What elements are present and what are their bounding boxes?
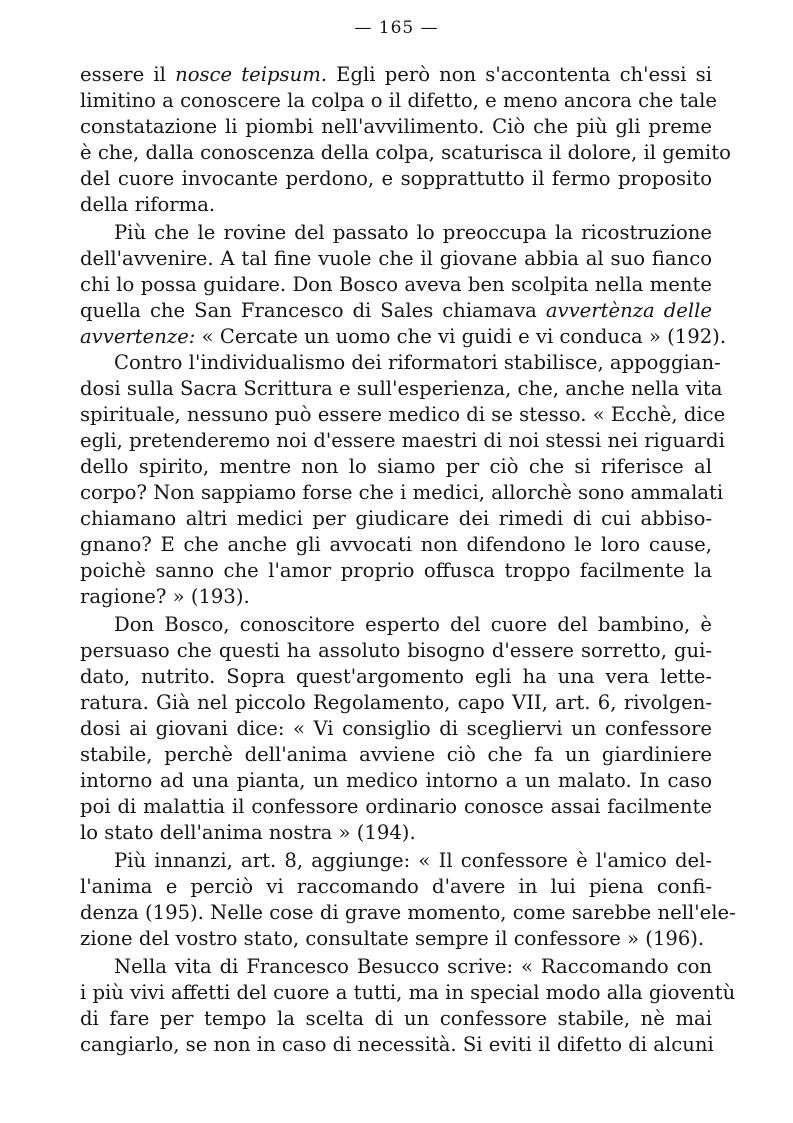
- text-line: spirituale, nessuno può essere medico di se stesso. « Ecchè, dice: [80, 403, 726, 426]
- text-line: stabile, perchè dell'anima avviene ciò che fa un giardiniere: [80, 743, 712, 766]
- italic-phrase: avvertenze:: [80, 325, 196, 348]
- text-line: dato, nutrito. Sopra quest'argomento egli ha una vera lette-: [80, 665, 712, 688]
- text-line: dosi ai giovani dice: « Vi consiglio di scegliervi un confessore: [80, 717, 712, 740]
- text-line: dell'avvenire. A tal fine vuole che il giovane abbia al suo fianco: [80, 247, 712, 270]
- text-line: avvertenze: « Cercate un uomo che vi guidi e vi conduca » (192).: [80, 325, 727, 348]
- text-line: persuaso che questi ha assoluto bisogno d'essere sorretto, gui-: [80, 639, 712, 662]
- text-line: gnano? E che anche gli avvocati non difendono le loro cause,: [80, 533, 712, 556]
- page-number: — 165 —: [354, 18, 439, 38]
- text-line: dosi sulla Sacra Scrittura e sull'esperienza, che, anche nella vita: [80, 377, 723, 400]
- text-line: è che, dalla conoscenza della colpa, scaturisca il dolore, il gemito: [80, 141, 731, 164]
- text-line: zione del vostro stato, consultate sempre il confessore » (196).: [80, 927, 705, 950]
- text-line: poichè sanno che l'amor proprio offusca troppo facilmente la: [80, 559, 712, 582]
- italic-phrase: avvertènza delle: [545, 299, 712, 322]
- text-line: chi lo possa guidare. Don Bosco aveva ben scolpita nella mente: [80, 273, 712, 296]
- text-line: limitino a conoscere la colpa o il difetto, e meno ancora che tale: [80, 89, 718, 112]
- text-line: Più che le rovine del passato lo preoccupa la ricostruzione: [114, 221, 712, 244]
- italic-phrase: nosce teipsum.: [175, 63, 328, 86]
- text-line: Nella vita di Francesco Besucco scrive: « Raccomando con: [114, 955, 712, 978]
- text-line: intorno ad una pianta, un medico intorno a un malato. In caso: [80, 769, 712, 792]
- text-line: chiamano altri medici per giudicare dei rimedi di cui abbiso-: [80, 507, 712, 530]
- text-line: denza (195). Nelle cose di grave momento, come sarebbe nell'ele-: [80, 901, 736, 924]
- text-line: ragione? » (193).: [80, 585, 250, 608]
- text-line: ratura. Già nel piccolo Regolamento, capo VII, art. 6, rivolgen-: [80, 691, 712, 714]
- text-line: l'anima e perciò vi raccomando d'avere in lui piena confi-: [80, 875, 712, 898]
- text-line: dello spirito, mentre non lo siamo per ciò che si riferisce al: [80, 455, 712, 478]
- text-line: constatazione li piombi nell'avvilimento. Ciò che più gli preme: [80, 115, 712, 138]
- text-line: egli, pretenderemo noi d'essere maestri di noi stessi nei riguardi: [80, 429, 725, 452]
- text-line: di fare per tempo la scelta di un confessore stabile, nè mai: [80, 1007, 712, 1030]
- text-line: i più vivi affetti del cuore a tutti, ma in special modo alla gioventù: [80, 981, 736, 1004]
- text-line: essere il nosce teipsum. Egli però non s'accontenta ch'essi si: [80, 63, 712, 86]
- body-text: [80, 62, 736, 1058]
- text-line: quella che San Francesco di Sales chiamava avvertènza delle: [80, 299, 712, 322]
- text-line: Contro l'individualismo dei riformatori stabilisce, appoggian-: [114, 351, 721, 374]
- text-line: del cuore invocante perdono, e sopprattutto il fermo proposito: [80, 167, 712, 190]
- text-line: corpo? Non sappiamo forse che i medici, allorchè sono ammalati: [80, 481, 724, 504]
- text-line: Don Bosco, conoscitore esperto del cuore del bambino, è: [114, 613, 712, 636]
- text-line: cangiarlo, se non in caso di necessità. Si eviti il difetto di alcuni: [80, 1033, 714, 1056]
- text-line: poi di malattia il confessore ordinario conosce assai facilmente: [80, 795, 712, 818]
- text-line: lo stato dell'anima nostra » (194).: [80, 821, 416, 844]
- text-line: Più innanzi, art. 8, aggiunge: « Il confessore è l'amico del-: [114, 849, 712, 872]
- text-line: della riforma.: [80, 193, 216, 216]
